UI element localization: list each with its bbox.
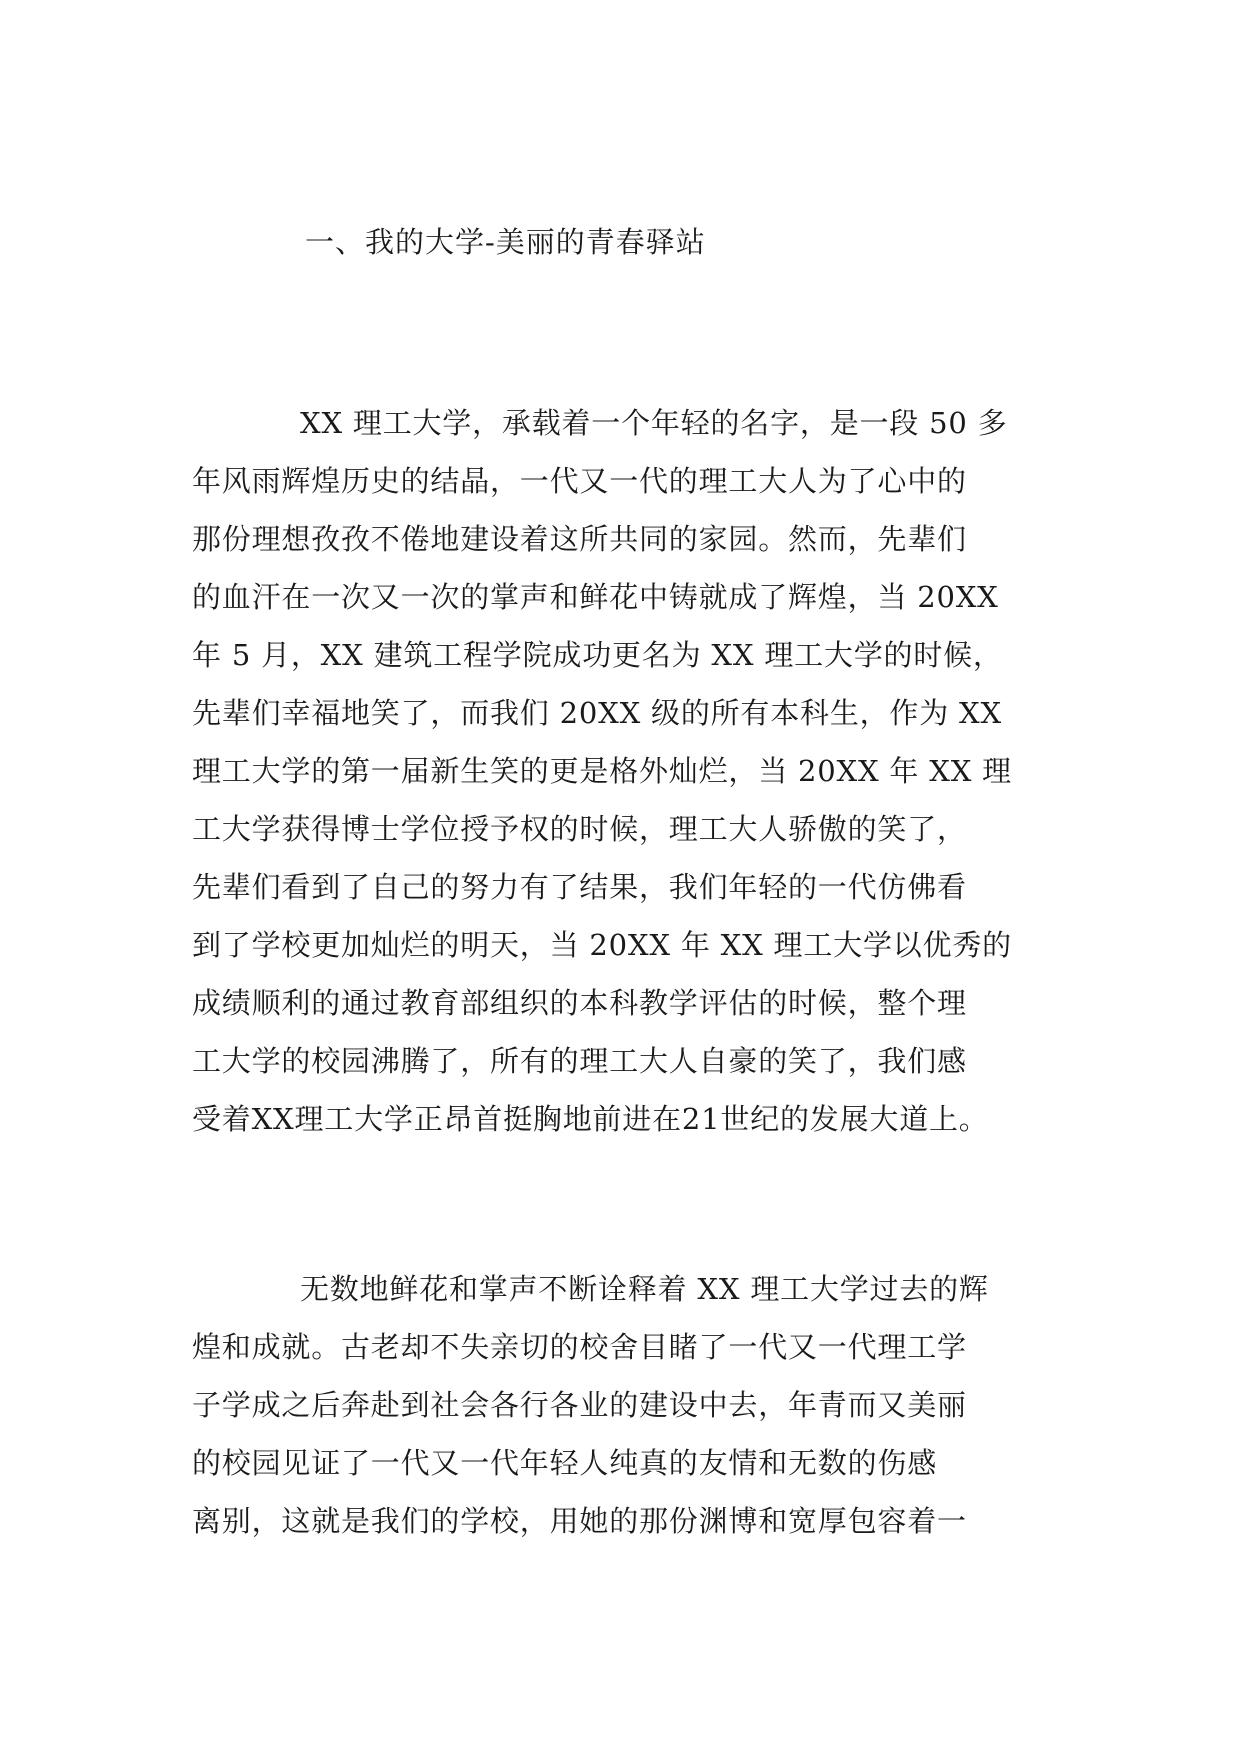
text-line: 年 5 月，XX 建筑工程学院成功更名为 XX 理工大学的时候，: [192, 638, 1003, 672]
text-line: 到了学校更加灿烂的明天，当 20XX 年 XX 理工大学以优秀的: [192, 928, 1012, 962]
text-line: 成绩顺利的通过教育部组织的本科教学评估的时候，整个理: [192, 986, 967, 1020]
section-heading: 一、我的大学-美丽的青春驿站: [305, 225, 706, 259]
text-line: 工大学获得博士学位授予权的时候，理工大人骄傲的笑了，: [192, 812, 967, 846]
text-line: XX 理工大学，承载着一个年轻的名字，是一段 50 多: [300, 406, 1008, 440]
text-line: 受着XX理工大学正昂首挺胸地前进在21世纪的发展大道上。: [192, 1102, 989, 1136]
text-line: 工大学的校园沸腾了，所有的理工大人自豪的笑了，我们感: [192, 1044, 967, 1078]
text-line: 年风雨辉煌历史的结晶，一代又一代的理工大人为了心中的: [192, 464, 967, 498]
text-line: 煌和成就。古老却不失亲切的校舍目睹了一代又一代理工学: [192, 1330, 967, 1364]
paragraph-2: [192, 1260, 1052, 1550]
text-line: 的血汗在一次又一次的掌声和鲜花中铸就成了辉煌，当 20XX: [192, 580, 999, 614]
text-line: 的校园见证了一代又一代年轻人纯真的友情和无数的伤感: [192, 1446, 938, 1480]
text-line: 子学成之后奔赴到社会各行各业的建设中去，年青而又美丽: [192, 1388, 967, 1422]
paragraph-1: [192, 394, 1052, 1148]
text-line: 理工大学的第一届新生笑的更是格外灿烂，当 20XX 年 XX 理: [192, 754, 1012, 788]
text-line: 先辈们看到了自己的努力有了结果，我们年轻的一代仿佛看: [192, 870, 967, 904]
text-line: 无数地鲜花和掌声不断诠释着 XX 理工大学过去的辉: [300, 1272, 989, 1306]
text-line: 离别，这就是我们的学校，用她的那份渊博和宽厚包容着一: [192, 1504, 967, 1538]
text-line: 先辈们幸福地笑了，而我们 20XX 级的所有本科生，作为 XX: [192, 696, 1002, 730]
text-line: 那份理想孜孜不倦地建设着这所共同的家园。然而，先辈们: [192, 522, 967, 556]
